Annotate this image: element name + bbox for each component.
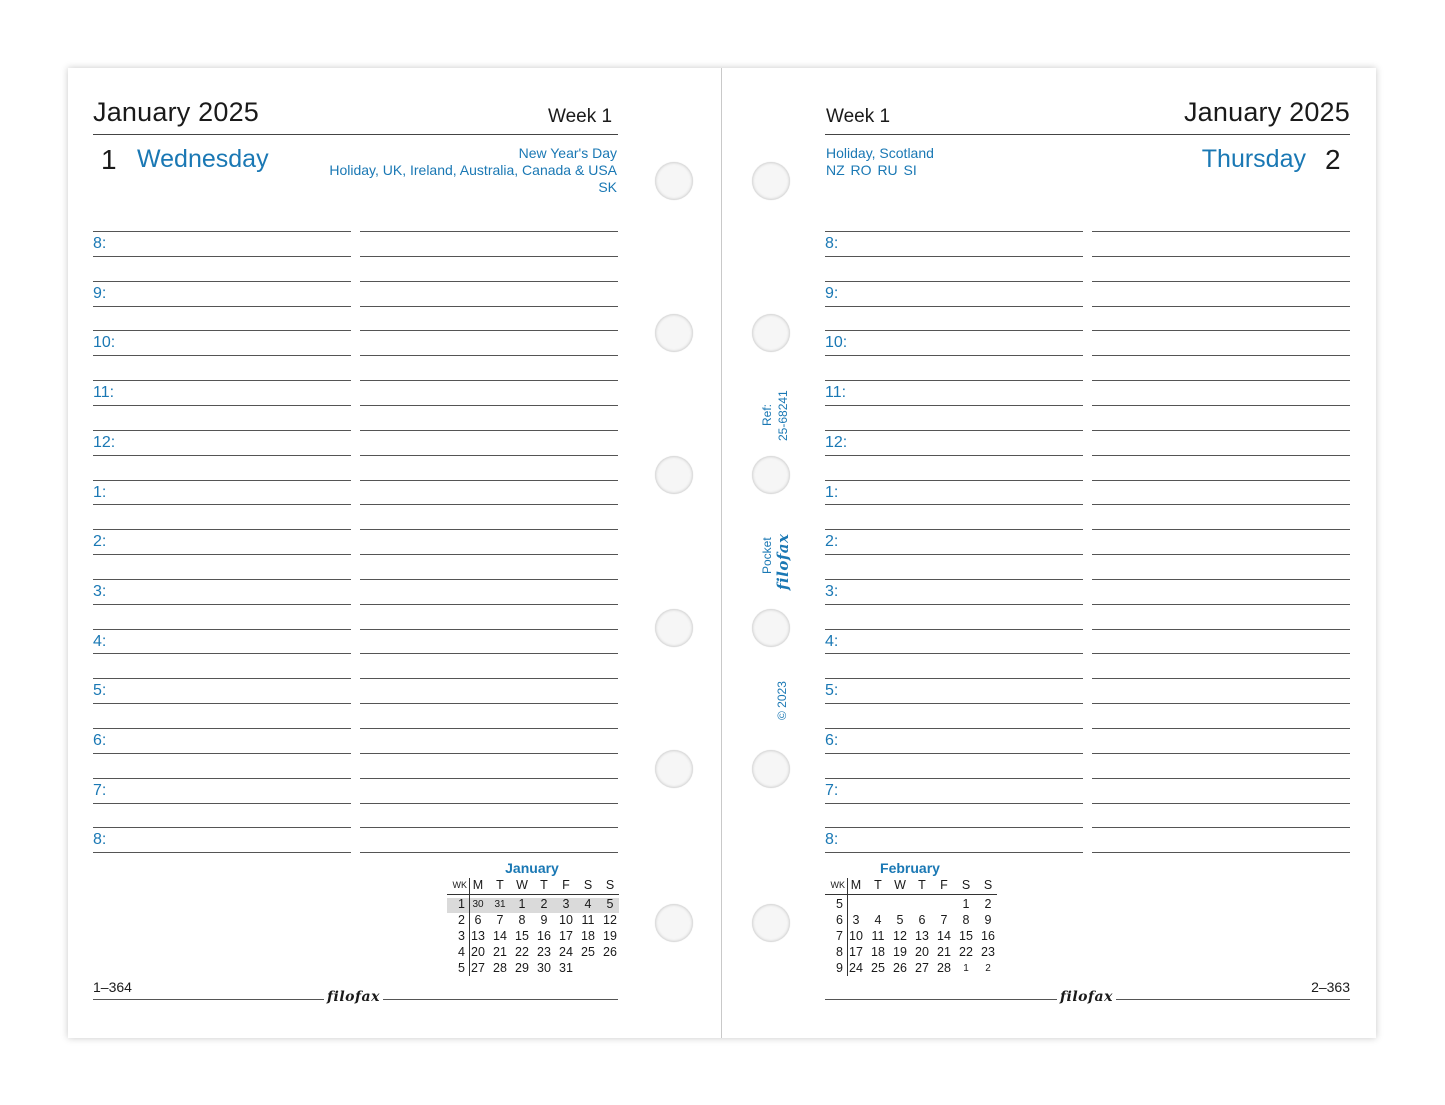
schedule-line[interactable] [1092,281,1350,282]
punch-hole [752,609,790,647]
punch-hole [655,456,693,494]
calendar-day[interactable]: 1 [962,897,970,911]
schedule-line[interactable] [1092,753,1350,754]
calendar-day[interactable]: 1 [963,963,969,974]
calendar-day[interactable]: 28 [493,961,507,975]
schedule-line[interactable] [1092,480,1350,481]
left-footer-logo: filofax [324,989,383,1005]
schedule-line[interactable] [93,728,351,729]
calendar-day[interactable]: 20 [915,945,929,959]
calendar-day[interactable]: 6 [918,913,926,927]
schedule-line[interactable] [93,703,351,704]
calendar-day[interactable]: 15 [959,929,973,943]
calendar-day[interactable]: 21 [493,945,507,959]
planner-spread [68,68,1376,1038]
schedule-line[interactable] [825,430,1083,431]
calendar-day-header: T [874,878,882,892]
schedule-line[interactable] [360,852,618,853]
schedule-line[interactable] [93,778,351,779]
schedule-line[interactable] [1092,852,1350,853]
hour-label: 8: [93,235,107,252]
calendar-day[interactable]: 24 [559,945,573,959]
schedule-line[interactable] [93,653,351,654]
calendar-day[interactable]: 8 [962,913,970,927]
calendar-day[interactable]: 21 [937,945,951,959]
schedule-line[interactable] [1092,703,1350,704]
schedule-line[interactable] [825,852,1083,853]
calendar-day[interactable]: 26 [603,945,617,959]
schedule-line[interactable] [360,753,618,754]
schedule-line[interactable] [360,330,618,331]
hour-label: 3: [825,582,839,600]
schedule-line[interactable] [360,579,618,580]
hour-label: 7: [93,781,107,799]
calendar-day[interactable]: 7 [496,913,504,927]
calendar-day[interactable]: 8 [518,913,526,927]
schedule-line[interactable] [93,380,351,381]
calendar-day[interactable]: 11 [581,913,595,927]
schedule-line[interactable] [360,604,618,605]
calendar-week-number: 4 [458,945,465,959]
schedule-line[interactable] [93,231,351,232]
schedule-line[interactable] [1092,678,1350,679]
calendar-day[interactable]: 23 [981,945,995,959]
calendar-day[interactable]: 29 [515,961,529,975]
calendar-day[interactable]: 12 [603,913,617,927]
schedule-line[interactable] [360,653,618,654]
calendar-day[interactable]: 16 [981,929,995,943]
calendar-week-number: 3 [458,929,465,943]
schedule-line[interactable] [1092,330,1350,331]
calendar-day-header: T [496,878,504,892]
schedule-line[interactable] [93,629,351,630]
punch-hole [655,750,693,788]
calendar-day[interactable]: 30 [472,899,484,910]
calendar-day-header: W [894,878,906,892]
calendar-day[interactable]: 18 [871,945,885,959]
schedule-line[interactable] [93,256,351,257]
schedule-line[interactable] [360,405,618,406]
schedule-line[interactable] [93,330,351,331]
schedule-line[interactable] [360,803,618,804]
schedule-line[interactable] [93,529,351,530]
calendar-day[interactable]: 4 [584,897,592,911]
schedule-line[interactable] [360,480,618,481]
spine-brand-logo: filofax [774,533,792,590]
schedule-line[interactable] [93,405,351,406]
left-week-label: Week 1 [548,106,613,127]
schedule-line[interactable] [93,852,351,853]
calendar-day[interactable]: 15 [515,929,529,943]
calendar-week-number: 9 [836,961,843,975]
hour-label: 6: [93,732,107,749]
schedule-line[interactable] [825,380,1083,381]
punch-hole [752,904,790,942]
left-holiday-1: New Year's Day [518,145,617,161]
hour-label: 3: [93,582,107,600]
calendar-day[interactable]: 1 [518,897,526,911]
calendar-week-number: 6 [836,913,843,927]
calendar-day[interactable]: 22 [959,945,973,959]
calendar-day[interactable]: 12 [893,929,907,943]
calendar-day-header: M [850,878,862,892]
calendar-day-header: T [918,878,926,892]
hour-label: 8: [93,831,107,849]
calendar-day-header: S [961,878,971,892]
calendar-day-header: T [540,878,548,892]
right-day-number: 2 [1325,144,1341,175]
schedule-line[interactable] [825,480,1083,481]
schedule-line[interactable] [825,778,1083,779]
calendar-day[interactable]: 13 [471,929,485,943]
schedule-line[interactable] [825,529,1083,530]
hour-label: 2: [93,533,107,551]
calendar-day[interactable]: 26 [893,961,907,975]
schedule-line[interactable] [1092,355,1350,356]
schedule-line[interactable] [1092,827,1350,828]
schedule-line[interactable] [360,728,618,729]
schedule-line[interactable] [1092,380,1350,381]
calendar-day[interactable]: 2 [540,897,548,911]
schedule-line[interactable] [360,355,618,356]
schedule-line[interactable] [93,455,351,456]
schedule-line[interactable] [1092,231,1350,232]
right-page-number: 2–363 [1311,979,1350,995]
schedule-line[interactable] [1092,803,1350,804]
calendar-day[interactable]: 23 [537,945,551,959]
schedule-line[interactable] [825,355,1083,356]
schedule-line[interactable] [1092,256,1350,257]
right-footer-logo: filofax [1057,989,1116,1005]
hour-label: 4: [93,632,107,650]
calendar-day[interactable]: 25 [581,945,595,959]
schedule-line[interactable] [1092,529,1350,530]
punch-hole [752,750,790,788]
punch-hole [655,609,693,647]
hour-label: 10: [93,334,116,352]
calendar-day[interactable]: 4 [874,913,882,927]
hour-label: 8: [825,235,839,252]
calendar-day[interactable]: 14 [937,929,951,943]
calendar-day[interactable]: 27 [471,961,485,975]
schedule-line[interactable] [825,703,1083,704]
hour-label: 6: [825,732,839,749]
left-mini-calendar-title: January [505,860,559,876]
calendar-week-number: 5 [836,897,843,911]
calendar-day[interactable]: 20 [471,945,485,959]
calendar-day-header: W [516,878,528,892]
schedule-line[interactable] [360,256,618,257]
right-holiday-1: Holiday, Scotland [826,145,934,161]
spine-size: Pocket [760,537,774,574]
schedule-line[interactable] [825,728,1083,729]
schedule-line[interactable] [825,803,1083,804]
schedule-line[interactable] [93,430,351,431]
schedule-line[interactable] [1092,430,1350,431]
schedule-line[interactable] [1092,653,1350,654]
schedule-line[interactable] [360,827,618,828]
calendar-day-header: M [472,878,484,892]
hour-label: 2: [825,533,839,551]
schedule-line[interactable] [360,430,618,431]
schedule-line[interactable] [360,380,618,381]
calendar-day-header: F [940,878,948,892]
calendar-day[interactable]: 10 [559,913,573,927]
calendar-day[interactable]: 30 [537,961,551,975]
schedule-line[interactable] [360,554,618,555]
hour-label: 5: [93,682,107,700]
schedule-line[interactable] [93,803,351,804]
schedule-line[interactable] [1092,728,1350,729]
calendar-day[interactable]: 19 [603,929,617,943]
calendar-day[interactable]: 24 [849,961,863,975]
schedule-line[interactable] [93,281,351,282]
hour-label: 9: [93,284,107,302]
spine-copyright: © 2023 [775,681,789,720]
right-month-year: January 2025 [1183,97,1350,127]
calendar-week-number: 2 [458,913,465,927]
calendar-day[interactable]: 7 [940,913,948,927]
calendar-day[interactable]: 3 [562,897,570,911]
schedule-line[interactable] [1092,778,1350,779]
calendar-day[interactable]: 19 [893,945,907,959]
hour-label: 11: [825,384,847,402]
schedule-line[interactable] [93,678,351,679]
calendar-week-number: 8 [836,945,843,959]
right-header-rule [825,134,1350,135]
calendar-day-header: F [562,878,570,892]
hour-label: 1: [93,483,107,501]
calendar-week-number: 7 [836,929,843,943]
hour-label: 9: [825,284,839,302]
punch-hole [752,456,790,494]
calendar-day[interactable]: 11 [871,929,885,943]
calendar-day[interactable]: 3 [852,913,860,927]
calendar-day[interactable]: 9 [984,913,992,927]
calendar-day[interactable]: 5 [606,897,614,911]
hour-label: 8: [825,831,839,849]
calendar-wk-header: WK [830,880,845,890]
calendar-day[interactable]: 31 [559,961,573,975]
schedule-line[interactable] [825,678,1083,679]
schedule-line[interactable] [360,703,618,704]
spine-ref-code: 25-68241 [776,390,790,441]
right-mini-calendar-title: February [880,860,940,876]
calendar-header-rule [825,894,997,895]
left-holiday-2: Holiday, UK, Ireland, Australia, Canada & USA [329,162,617,178]
spread-fold [721,68,722,1038]
left-header-rule [93,134,618,135]
schedule-line[interactable] [825,604,1083,605]
schedule-line[interactable] [825,455,1083,456]
schedule-line[interactable] [1092,306,1350,307]
punch-hole [655,904,693,942]
schedule-line[interactable] [1092,604,1350,605]
hour-label: 7: [825,781,839,799]
calendar-day[interactable]: 2 [984,897,992,911]
schedule-line[interactable] [1092,629,1350,630]
calendar-day[interactable]: 16 [537,929,551,943]
schedule-line[interactable] [360,529,618,530]
schedule-line[interactable] [360,678,618,679]
calendar-day[interactable]: 2 [985,963,991,974]
calendar-day[interactable]: 17 [559,929,573,943]
calendar-day[interactable]: 17 [849,945,863,959]
left-day-name: Wednesday [137,145,269,173]
schedule-line[interactable] [360,455,618,456]
punch-hole [655,314,693,352]
calendar-day[interactable]: 9 [540,913,548,927]
calendar-day-header: S [605,878,615,892]
left-month-year: January 2025 [93,97,260,127]
calendar-day[interactable]: 25 [871,961,885,975]
schedule-line[interactable] [825,629,1083,630]
schedule-line[interactable] [93,753,351,754]
calendar-header-rule [447,894,619,895]
hour-label: 10: [825,334,848,352]
schedule-line[interactable] [93,604,351,605]
schedule-line[interactable] [1092,554,1350,555]
hour-label: 5: [825,682,839,700]
calendar-day-header: S [983,878,993,892]
schedule-line[interactable] [93,504,351,505]
schedule-line[interactable] [360,504,618,505]
hour-label: 4: [825,632,839,650]
calendar-day[interactable]: 22 [515,945,529,959]
calendar-day[interactable]: 18 [581,929,595,943]
right-day-name: Thursday [1201,145,1306,173]
schedule-line[interactable] [93,827,351,828]
hour-label: 1: [825,483,839,501]
schedule-line[interactable] [93,355,351,356]
punch-hole [752,162,790,200]
schedule-line[interactable] [825,330,1083,331]
schedule-line[interactable] [825,653,1083,654]
calendar-day[interactable]: 27 [915,961,929,975]
left-page-number: 1–364 [93,979,132,995]
punch-hole [655,162,693,200]
calendar-wk-header: WK [452,880,467,890]
calendar-week-number: 1 [458,897,465,911]
calendar-day[interactable]: 14 [493,929,507,943]
calendar-day[interactable]: 13 [915,929,929,943]
schedule-line[interactable] [825,231,1083,232]
schedule-line[interactable] [825,554,1083,555]
calendar-day-header: S [583,878,593,892]
schedule-line[interactable] [825,256,1083,257]
schedule-line[interactable] [825,306,1083,307]
schedule-line[interactable] [360,306,618,307]
punch-hole [752,314,790,352]
schedule-line[interactable] [825,753,1083,754]
schedule-line[interactable] [1092,504,1350,505]
calendar-day[interactable]: 31 [494,899,506,910]
right-holiday-2: NZ RO RU SI [826,162,917,178]
hour-label: 11: [93,384,115,402]
right-week-label: Week 1 [826,106,891,127]
calendar-week-number: 5 [458,961,465,975]
calendar-day[interactable]: 5 [896,913,904,927]
schedule-line[interactable] [93,579,351,580]
calendar-day[interactable]: 10 [849,929,863,943]
schedule-line[interactable] [93,306,351,307]
schedule-line[interactable] [1092,405,1350,406]
schedule-line[interactable] [360,629,618,630]
schedule-line[interactable] [825,579,1083,580]
schedule-line[interactable] [825,504,1083,505]
hour-label: 12: [93,433,116,451]
schedule-line[interactable] [1092,455,1350,456]
left-holiday-3: SK [598,179,617,195]
schedule-line[interactable] [825,827,1083,828]
calendar-day[interactable]: 28 [937,961,951,975]
schedule-line[interactable] [360,231,618,232]
spine-ref-label: Ref: [760,403,774,426]
schedule-line[interactable] [1092,579,1350,580]
schedule-line[interactable] [360,778,618,779]
schedule-line[interactable] [93,480,351,481]
hour-label: 12: [825,433,848,451]
schedule-line[interactable] [825,281,1083,282]
calendar-day[interactable]: 6 [474,913,482,927]
schedule-line[interactable] [825,405,1083,406]
left-day-number: 1 [101,144,117,175]
schedule-line[interactable] [360,281,618,282]
schedule-line[interactable] [93,554,351,555]
